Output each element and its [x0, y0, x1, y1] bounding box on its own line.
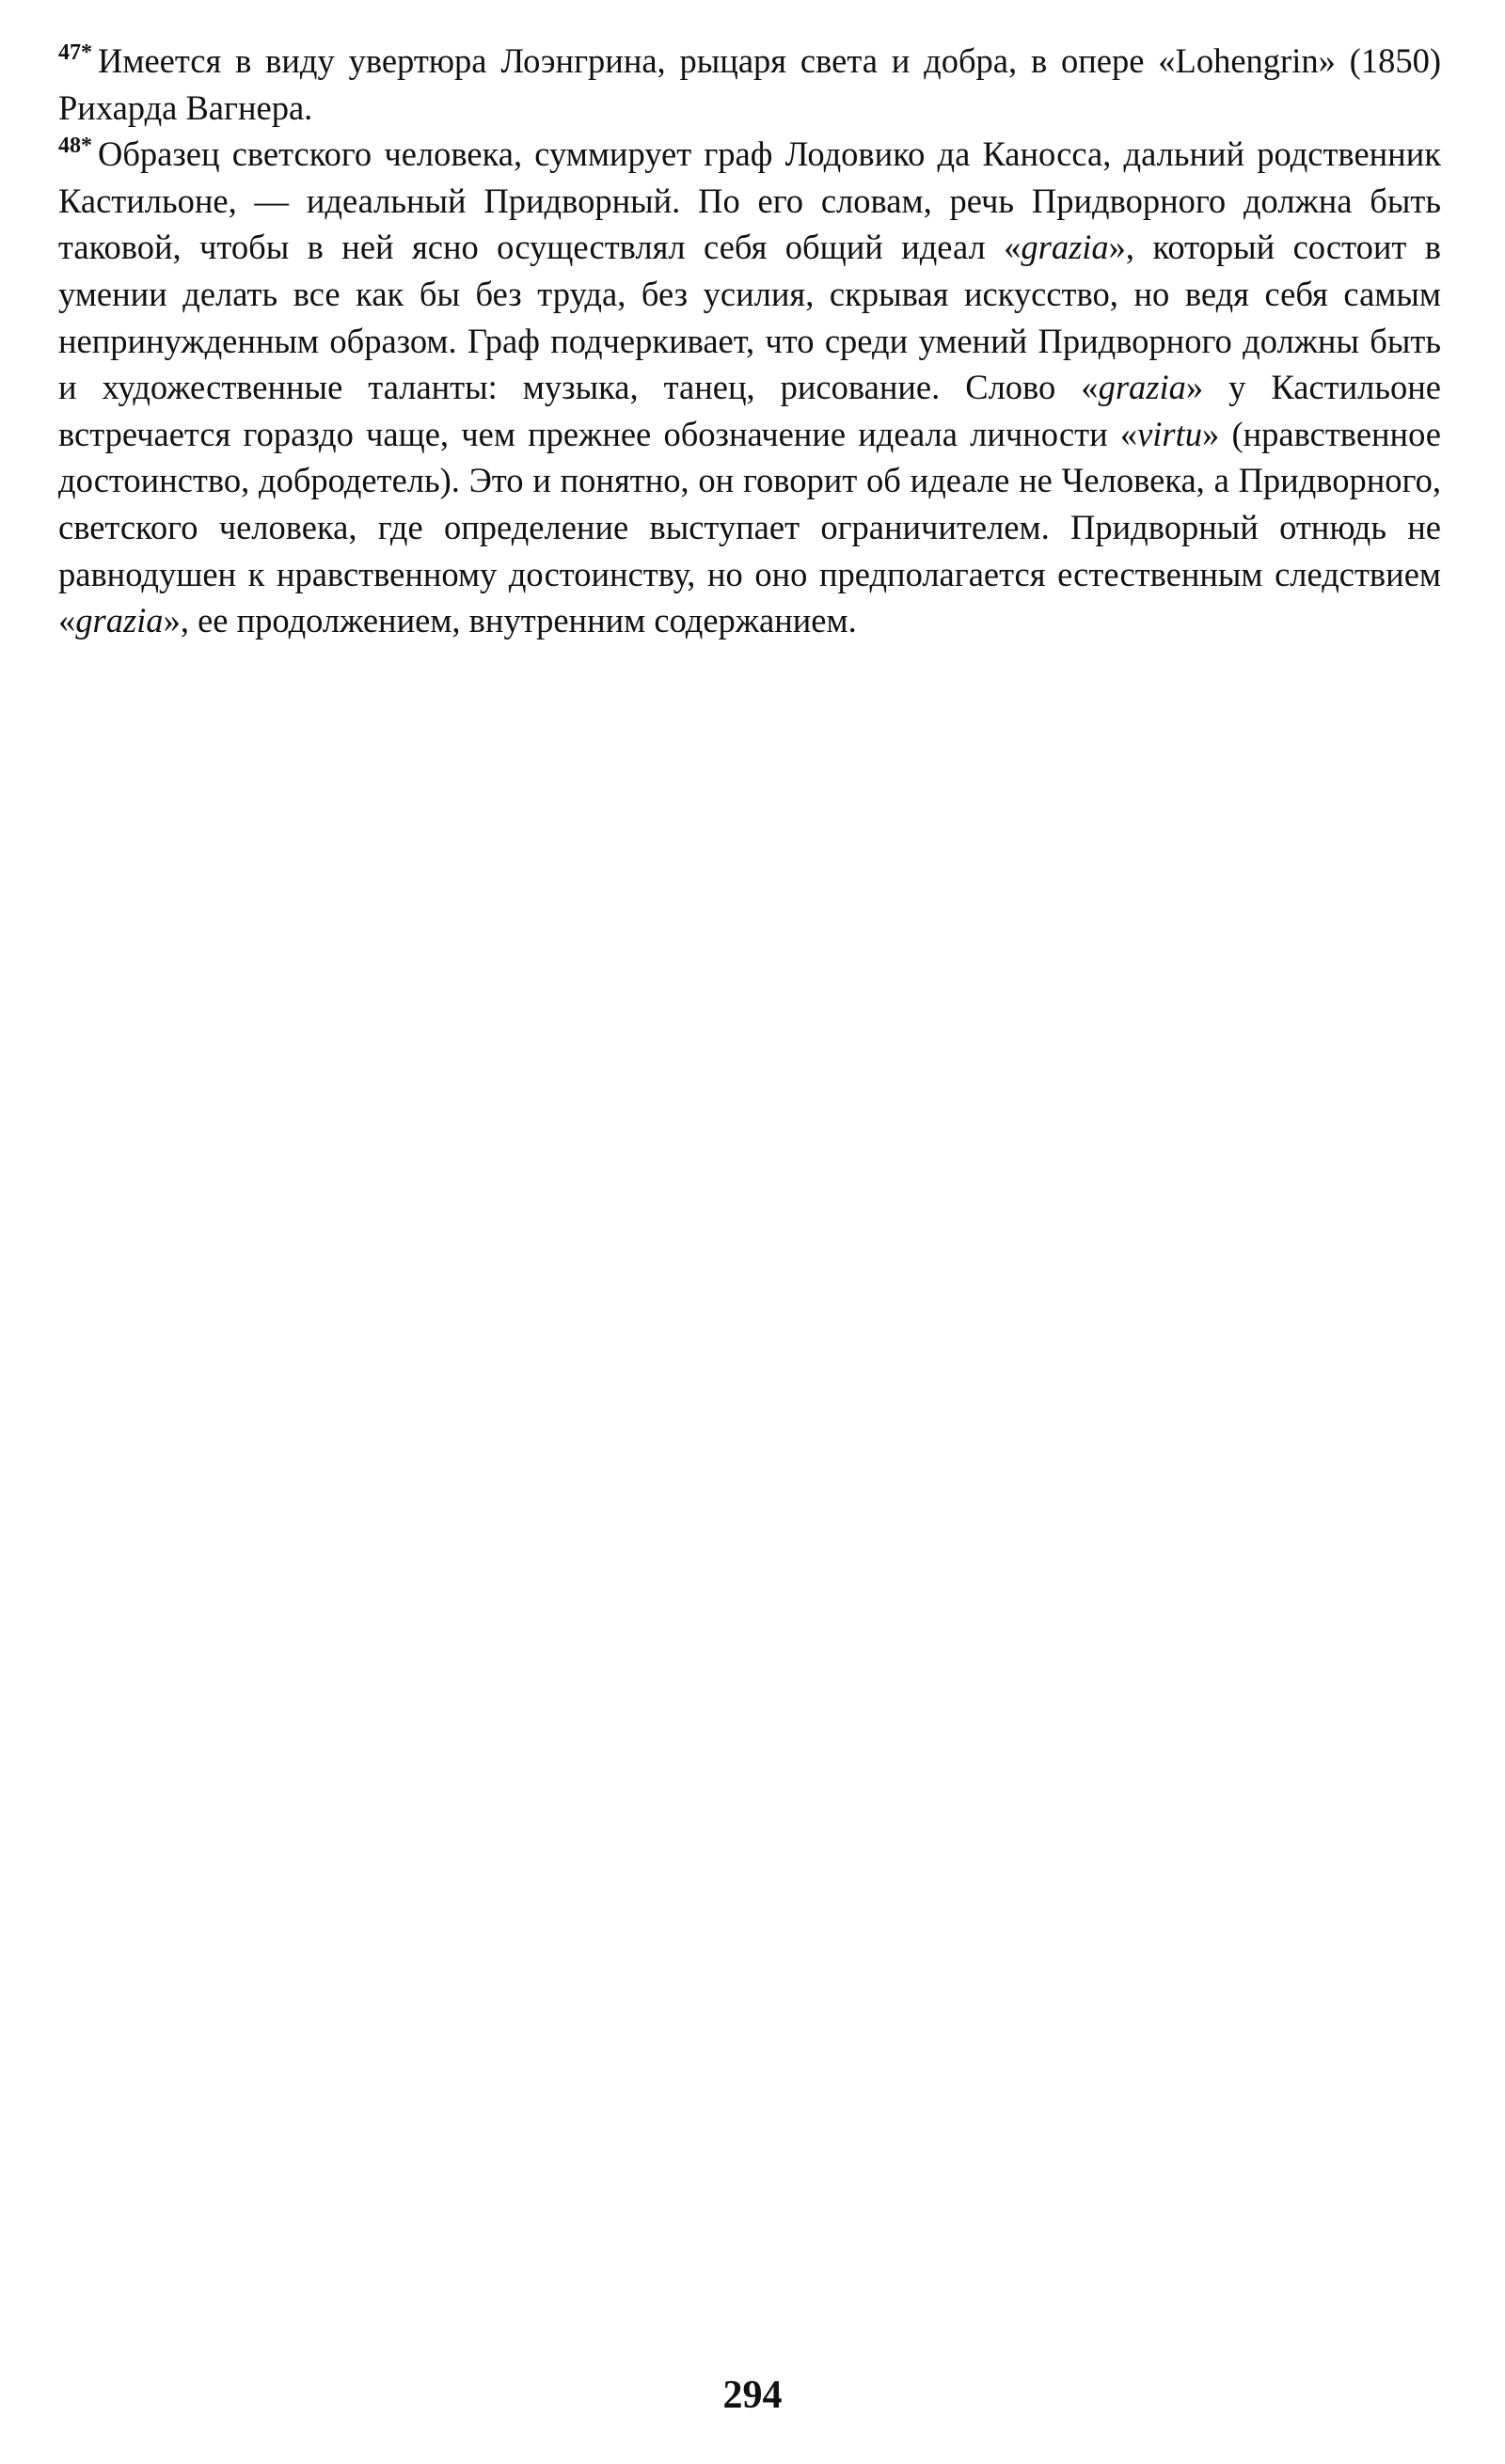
footnote-48 [58, 131, 1441, 644]
footnote-text: », ее продолжением, внутренним содержанием. [163, 601, 857, 640]
page-body [58, 38, 1441, 644]
page-number: 294 [722, 2374, 783, 2417]
italic-term: grazia [1098, 368, 1186, 407]
italic-term: grazia [1021, 228, 1109, 267]
italic-term: virtu [1137, 414, 1203, 453]
italic-term: grazia [75, 601, 164, 640]
footnote-text: Имеется в виду увертюра Лоэнгрина, рыцаря света и добра, в опере «Lohengrin» (1850) Рихарда Вагнера. [58, 41, 1441, 127]
footnote-47 [58, 38, 1441, 131]
footnote-text: » у Кастильоне встречается гораздо чаще, чем прежнее обозначение идеала личности « [58, 368, 1442, 453]
footnote-text: » (нравственное достоинство, добродетель). Это и понятно, он говорит об идеале не Человека, а Придворного, светского человека, где определение выступает ограничителем. Придворный отнюдь не равнодушен к нравственному достоинству, но оно предполагается естественным следствием « [58, 414, 1441, 640]
footnote-text: », который состоит в умении делать все как бы без труда, без усилия, скрывая искусство, но ведя себя самым непринужденным образом. Граф подчеркивает, что среди умений Придворного должны быть и художественные таланты: музыка, танец, рисование. Слово « [58, 228, 1441, 407]
footnote-marker: 48* [58, 134, 92, 159]
footnote-marker: 47* [58, 40, 92, 65]
footnote-text: Образец светского человека, суммирует граф Лодовико да Каносса, дальний родственник Кастильоне, — идеальный Придворный. По его словам, речь Придворного должна быть таковой, чтобы в ней ясно осуществлял себя общий идеал « [58, 134, 1441, 267]
